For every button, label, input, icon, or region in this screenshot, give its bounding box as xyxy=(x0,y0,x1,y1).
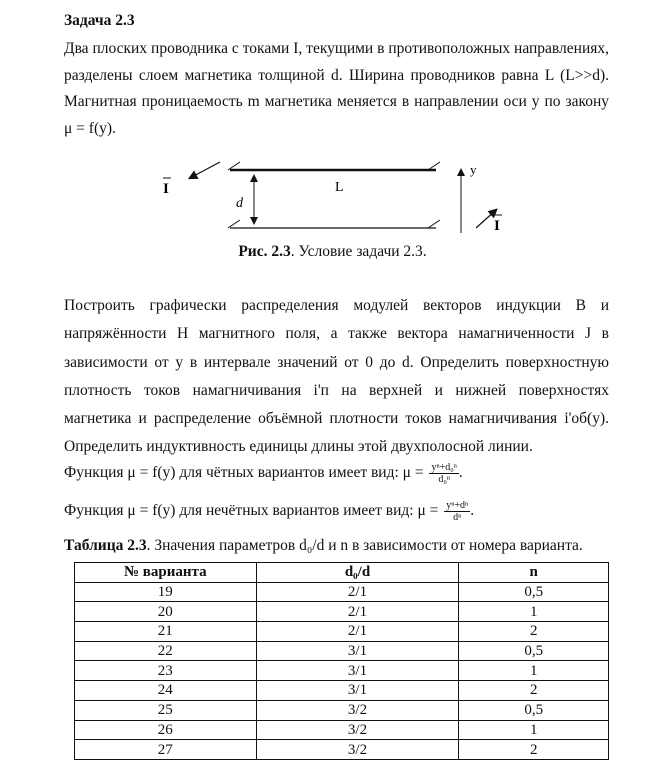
table-row xyxy=(75,740,609,760)
cell-d0-d: 3/1 xyxy=(256,681,459,701)
current-arrow-left xyxy=(190,162,220,178)
cell-d0-d: 3/2 xyxy=(256,720,459,740)
table-caption-number: Таблица 2.3 xyxy=(64,537,147,554)
cell-d0-d: 3/1 xyxy=(256,661,459,681)
formula-odd-end: . xyxy=(470,502,475,520)
formula-odd-denominator: dⁿ xyxy=(453,512,462,523)
cell-variant: 22 xyxy=(75,641,257,661)
cell-n: 0,5 xyxy=(459,582,609,602)
problem-title: Задача 2.3 xyxy=(64,12,135,29)
header-variant: № варианта xyxy=(75,563,257,583)
cell-d0-d: 3/2 xyxy=(256,700,459,720)
formula-odd-fraction xyxy=(444,500,470,523)
table-row xyxy=(75,641,609,661)
cell-variant: 25 xyxy=(75,700,257,720)
table-row xyxy=(75,681,609,701)
current-label-left: I xyxy=(163,181,169,197)
d-label: d xyxy=(236,196,243,211)
figure-caption-number: Рис. 2.3 xyxy=(238,243,291,260)
table-caption-text: . Значения параметров d₀/d и n в зависимости от номера варианта. xyxy=(146,537,583,554)
table-row xyxy=(75,582,609,602)
cell-variant: 24 xyxy=(75,681,257,701)
cell-d0-d: 2/1 xyxy=(256,582,459,602)
cell-d0-d: 3/2 xyxy=(256,740,459,760)
formula-odd-numerator: yⁿ+dⁿ xyxy=(446,500,469,511)
formula-even-numerator: yⁿ+d₀ⁿ xyxy=(431,462,457,473)
current-label-right: I xyxy=(494,218,500,234)
cell-n: 1 xyxy=(459,720,609,740)
cell-variant: 19 xyxy=(75,582,257,602)
figure-caption xyxy=(0,243,665,261)
variants-table xyxy=(74,562,609,760)
table-header-row xyxy=(75,563,609,583)
cell-d0-d: 2/1 xyxy=(256,602,459,622)
formula-even-denominator: d₀ⁿ xyxy=(438,474,450,485)
cell-variant: 27 xyxy=(75,740,257,760)
cell-n: 2 xyxy=(459,681,609,701)
cell-n: 0,5 xyxy=(459,700,609,720)
y-label: y xyxy=(470,162,477,177)
header-n: n xyxy=(459,563,609,583)
table-caption xyxy=(64,537,583,555)
cell-d0-d: 2/1 xyxy=(256,622,459,642)
cell-d0-d: 3/1 xyxy=(256,641,459,661)
formula-even-fraction xyxy=(429,462,458,485)
table-row xyxy=(75,602,609,622)
table-row xyxy=(75,720,609,740)
formula-odd-line xyxy=(64,500,474,523)
header-d0-d: d₀/d xyxy=(256,563,459,583)
cell-variant: 26 xyxy=(75,720,257,740)
cell-variant: 23 xyxy=(75,661,257,681)
task-statement: Построить графически распределения модулей векторов индукции B и напряжённости H магнитного поля, а также вектора намагниченности J в зависимости от y в интервале значений от 0 до d. Определить поверхностную плотность токов намагничивания i'п на верхней и нижней поверхностях магнетика и распределение объёмной плотности токов намагничивания i'об(y). Определить индуктивность единицы длины этой двухполосной линии. xyxy=(64,297,609,456)
formula-even-end: . xyxy=(458,464,463,482)
problem-statement: Два плоских проводника с токами I, текущими в противоположных направлениях, разделены слоем магнетика толщиной d. Ширина проводников равна L (L>>d). Магнитная проницаемость m магнетика меняется в направлении оси y по закону μ = f(y). xyxy=(64,40,609,137)
cell-variant: 21 xyxy=(75,622,257,642)
table-row xyxy=(75,700,609,720)
cell-n: 0,5 xyxy=(459,641,609,661)
figure-diagram xyxy=(150,150,530,245)
figure-caption-text: . Условие задачи 2.3. xyxy=(290,243,427,260)
L-label: L xyxy=(335,180,344,195)
table-row xyxy=(75,622,609,642)
table-row xyxy=(75,661,609,681)
formula-odd-text: Функция μ = f(y) для нечётных вариантов имеет вид: μ = xyxy=(64,502,439,520)
cell-variant: 20 xyxy=(75,602,257,622)
formula-even-line xyxy=(64,462,463,485)
current-arrow-right xyxy=(476,210,496,228)
cell-n: 2 xyxy=(459,740,609,760)
formula-even-text: Функция μ = f(y) для чётных вариантов имеет вид: μ = xyxy=(64,464,424,482)
cell-n: 1 xyxy=(459,661,609,681)
cell-n: 1 xyxy=(459,602,609,622)
cell-n: 2 xyxy=(459,622,609,642)
